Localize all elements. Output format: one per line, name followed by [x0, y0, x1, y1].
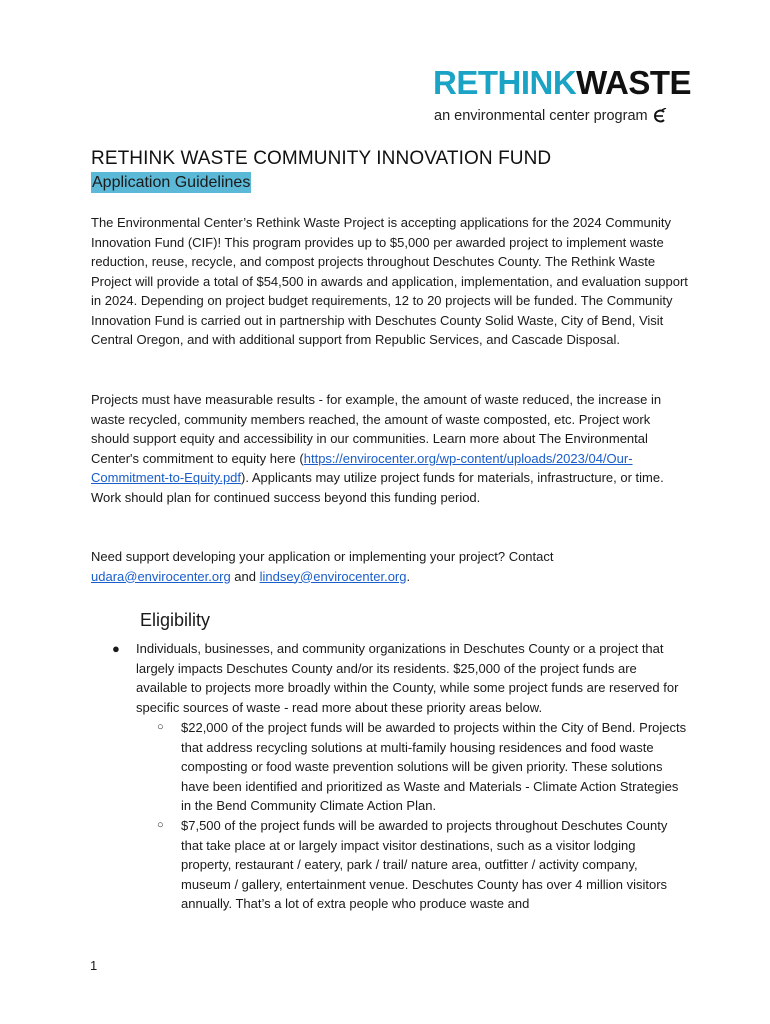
sub-bullet-text: $7,500 of the project funds will be awarded to projects throughout Deschutes County that take place at or largely impact visitor destinations, such as a visitor lodging property, restaurant / eatery, park / trail/ nature area, outfitter / activity company, museum / gallery, entertainment venue. Deschutes County has over 4 million visitors annually. That’s a lot of extra people who produce waste and: [181, 818, 668, 911]
email-link-lindsey[interactable]: lindsey@envirocenter.org: [259, 568, 407, 584]
equity-link[interactable]: https://envirocenter.org/wp-content/uploads/2023/04/Our-Commitment-to-Equity.pdf: [91, 450, 633, 485]
sub-bullet-marker: ○: [157, 819, 164, 831]
list-item: [157, 816, 687, 914]
document-title: RETHINK WASTE COMMUNITY INNOVATION FUND: [91, 148, 552, 169]
support-paragraph: [91, 547, 691, 586]
para2-text-a: Projects must have measurable results - for example, the amount of waste reduced, the increase in waste recycled, community members reached, the amount of waste composted, etc. Project work should support equity and accessibility in our communities. Learn more about The Environmental Center's commitment to equity here (: [91, 392, 662, 466]
para3-and: and: [230, 568, 260, 584]
bullet-text: Individuals, businesses, and community organizations in Deschutes County or a project that largely impacts Deschutes County and/or its residents. $25,000 of the project funds are available to projects more broadly within the County, while some project funds are reserved for specific sources of waste - read more about these priority areas below.: [136, 641, 679, 715]
logo-tagline: an environmental center program: [434, 108, 648, 124]
environmental-center-e-icon: [652, 108, 668, 124]
sub-bullet-text: $22,000 of the project funds will be awarded to projects within the City of Bend. Projects that address recycling solutions at multi-family housing residences and food waste composting or food waste prevention solutions will be given priority. These solutions have been identified and prioritized as Waste and Materials - Climate Action Strategies in the Bend Community Climate Action Plan.: [181, 720, 687, 813]
eligibility-heading: Eligibility: [140, 610, 211, 630]
rethink-waste-logo: [430, 64, 692, 124]
para3-text: Need support developing your application or implementing your project? Contact: [91, 549, 554, 564]
list-item: [157, 718, 687, 816]
bullet-marker: ●: [112, 641, 120, 656]
para3-end: .: [406, 568, 411, 584]
email-link-udara[interactable]: udara@envirocenter.org: [91, 568, 231, 584]
list-item: [112, 639, 687, 717]
para2-text-b: ). Applicants may utilize project funds for materials, infrastructure, or time. Work should plan for continued success beyond this funding period.: [91, 470, 664, 505]
sub-bullet-marker: ○: [157, 721, 164, 733]
document-subtitle: Application Guidelines: [92, 174, 251, 191]
logo-wordmark: RETHINKWASTE: [433, 64, 692, 101]
page-number: 1: [90, 958, 98, 973]
intro-paragraph: The Environmental Center’s Rethink Waste Project is accepting applications for the 2024 Community Innovation Fund (CIF)! This program provides up to $5,000 per awarded project to implement waste reduction, reuse, recycle, and compost projects throughout Deschutes County. The Rethink Waste Project will provide a total of $54,500 in awards and application, implementation, and evaluation support in 2024. Depending on project budget requirements, 12 to 20 projects will be funded. The Community Innovation Fund is carried out in partnership with Deschutes County Solid Waste, City of Bend, Visit Central Oregon, and with additional support from Republic Services, and Cascade Disposal.: [91, 215, 688, 347]
measurable-results-paragraph: [91, 390, 691, 507]
